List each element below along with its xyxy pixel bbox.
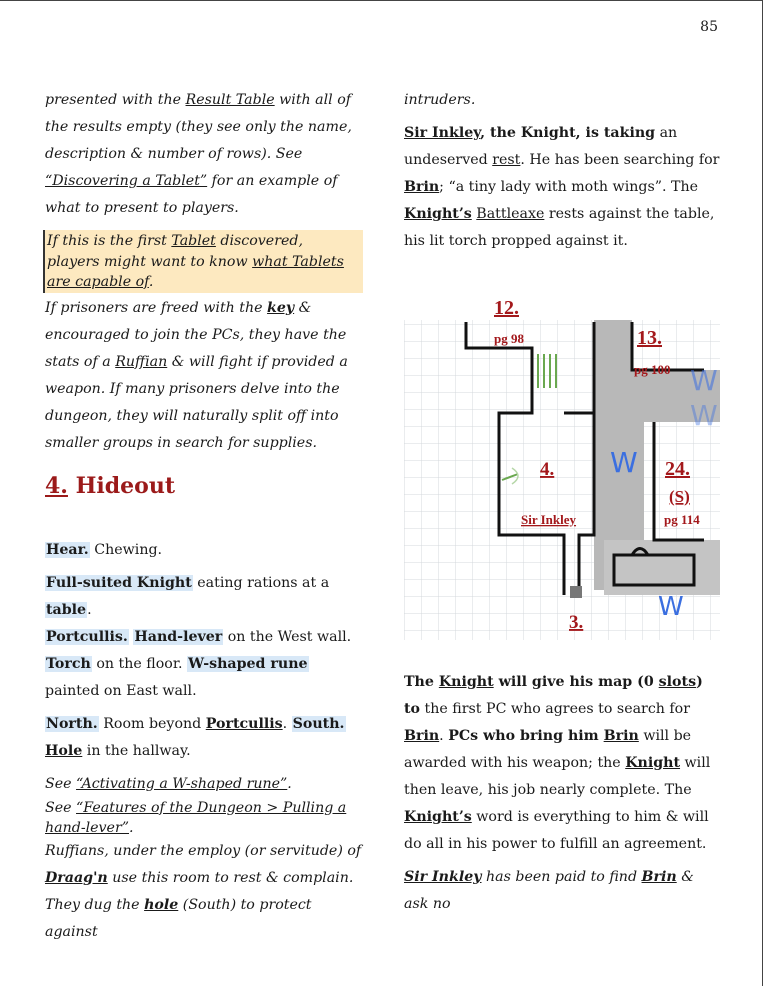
inkley-paragraph: Sir Inkley, the Knight, is taking an undeserved rest. He has been searching for Brin; “a tiny lady with moth wings”. The Knight’s Battleaxe rests against the table, his lit torch propped against it. <box>404 125 720 249</box>
brin-link-4[interactable]: Brin <box>641 869 677 885</box>
left-column <box>45 87 363 946</box>
ruffian-link[interactable]: Ruffian <box>115 353 168 370</box>
room-24-secret: (S) <box>669 487 690 506</box>
battleaxe-link[interactable]: Battleaxe <box>476 206 545 222</box>
hole-icon <box>570 586 582 598</box>
key-link[interactable]: key <box>267 299 295 316</box>
ruffians-paragraph: Ruffians, under the employ (or servitude) of Draag'n use this room to rest & complain. They dug the hole (South) to protect against <box>45 842 362 940</box>
room-4-occupant: Sir Inkley <box>521 512 577 527</box>
knight-link-2[interactable]: Knight <box>625 755 681 771</box>
knight-link[interactable]: Knight <box>438 674 494 690</box>
inkley-paid-paragraph: Sir Inkley has been paid to find Brin & ask no <box>404 869 694 912</box>
rest-link[interactable]: rest <box>492 152 521 168</box>
sir-inkley-link[interactable]: Sir Inkley <box>404 125 481 141</box>
w-rune-icon-faded: W <box>690 364 718 397</box>
paragraph-result-table: presented with the Result Table with all of the results empty (they see only the name, description & number of rows). See “Discovering a Tablet” for an example of what to present to players. <box>45 92 352 216</box>
right-column-top <box>404 87 722 255</box>
discovering-tablet-link[interactable]: “Discovering a Tablet” <box>45 173 208 189</box>
exits-paragraph: North. Room beyond Portcullis. South. Hole in the hallway. <box>45 715 345 759</box>
room-24-label[interactable]: 24. <box>665 458 690 480</box>
dungeon-map <box>404 290 720 640</box>
page-number: 85 <box>700 19 718 35</box>
brin-link-2[interactable]: Brin <box>404 728 440 744</box>
tablet-note: If this is the first Tablet discovered, players might want to know what Tablets are capable of. <box>43 230 363 293</box>
activating-rune-link[interactable]: “Activating a W-shaped rune” <box>76 775 288 792</box>
w-rune-icon: W <box>610 446 638 479</box>
result-table-link[interactable]: Result Table <box>185 92 275 108</box>
draagn-link[interactable]: Draag'n <box>45 869 108 886</box>
sir-inkley-link-2[interactable]: Sir Inkley <box>404 869 482 885</box>
section-heading-hideout: 4. Hideout <box>45 472 175 499</box>
room-13-page: pg 100 <box>634 362 671 377</box>
knights-link[interactable]: Knight’s <box>404 206 472 222</box>
room-12-label[interactable]: 12. <box>494 297 519 319</box>
right-column-bottom <box>404 669 722 918</box>
pulling-hand-lever-link[interactable]: “Features of the Dungeon > Pulling a hand-lever” <box>45 799 347 836</box>
continuation-text: intruders. <box>404 92 476 108</box>
room-13-label[interactable]: 13. <box>637 327 662 349</box>
hole-link[interactable]: Hole <box>45 742 83 759</box>
map-reward-paragraph: The Knight will give his map (0 slots) to the first PC who agrees to search for Brin. PCs who bring him Brin will be awarded with his weapon; the Knight will then leave, his job nearly complete. The Knight’s word is everything to him & will do all in his power to fulfill an agreement. <box>404 674 711 852</box>
room-24-page: pg 114 <box>664 512 700 527</box>
brin-link-3[interactable]: Brin <box>603 728 639 744</box>
room-12-page: pg 98 <box>494 331 524 346</box>
w-rune-icon-faded-2: W <box>690 399 718 432</box>
room-3-label[interactable]: 3. <box>569 612 584 633</box>
see-pulling: See “Features of the Dungeon > Pulling a hand-lever”. <box>45 799 347 836</box>
tablet-link[interactable]: Tablet <box>171 233 216 249</box>
table-tag: table <box>46 601 87 618</box>
room-4-label[interactable]: 4. <box>540 459 555 480</box>
see-activating: See “Activating a W-shaped rune”. <box>45 775 292 792</box>
knights-link-2[interactable]: Knight’s <box>404 809 472 825</box>
corridor-shading-south <box>604 540 720 595</box>
knight-paragraph: Full-suited Knight eating rations at a table. Portcullis. Hand-lever on the West wall. Torch on the floor. W-shaped rune painted on East wall. <box>45 574 352 699</box>
slots-link[interactable]: slots <box>658 674 697 690</box>
brin-link[interactable]: Brin <box>404 179 440 195</box>
section-number: 4. <box>45 472 68 499</box>
hear-line: Hear. Chewing. <box>46 541 163 558</box>
hole-link-2[interactable]: hole <box>144 896 179 913</box>
tablets-capable-link[interactable]: what Tablets are capable of <box>47 253 344 290</box>
portcullis-link[interactable]: Portcullis <box>205 715 283 732</box>
w-rune-icon-south: W <box>658 592 684 622</box>
paragraph-prisoners: If prisoners are freed with the key & encouraged to join the PCs, they have the stats of a Ruffian & will fight if provided a weapon. If many prisoners delve into the dungeon, they will naturally split off into smaller groups in search for supplies. <box>45 299 348 451</box>
